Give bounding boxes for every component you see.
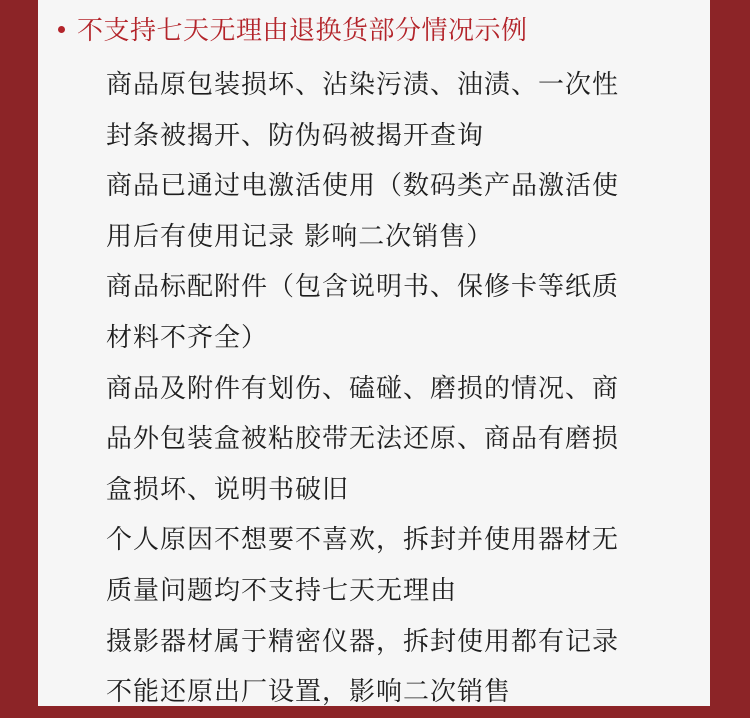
list-line: 用后有使用记录 影响二次销售） bbox=[106, 221, 494, 252]
section-title: 不支持七天无理由退换货部分情况示例 bbox=[77, 15, 528, 46]
list-line: 个人原因不想要不喜欢，拆封并使用器材无 bbox=[106, 525, 620, 556]
exception-list bbox=[106, 60, 696, 718]
list-line: 质量问题均不支持七天无理由 bbox=[106, 575, 458, 606]
list-line: 摄影器材属于精密仪器，拆封使用都有记录 bbox=[106, 626, 620, 657]
list-line: 盒损坏、说明书破旧 bbox=[106, 474, 350, 505]
list-line: 品外包装盒被粘胶带无法还原、商品有磨损 bbox=[106, 424, 620, 455]
list-line: 商品及附件有划伤、磕碰、磨损的情况、商 bbox=[106, 373, 620, 404]
section-heading bbox=[58, 10, 528, 46]
list-line: 材料不齐全） bbox=[106, 322, 269, 353]
list-line: 商品原包装损坏、沾染污渍、油渍、一次性 bbox=[106, 70, 620, 100]
policy-panel bbox=[38, 0, 710, 706]
list-line: 封条被揭开、防伪码被揭开查询 bbox=[106, 120, 485, 151]
bullet-dot-icon bbox=[58, 26, 65, 33]
list-line: 商品标配附件（包含说明书、保修卡等纸质 bbox=[106, 272, 620, 303]
list-line: 不能还原出厂设置，影响二次销售 bbox=[106, 677, 512, 708]
list-line: 商品已通过电激活使用（数码类产品激活使 bbox=[106, 171, 620, 202]
